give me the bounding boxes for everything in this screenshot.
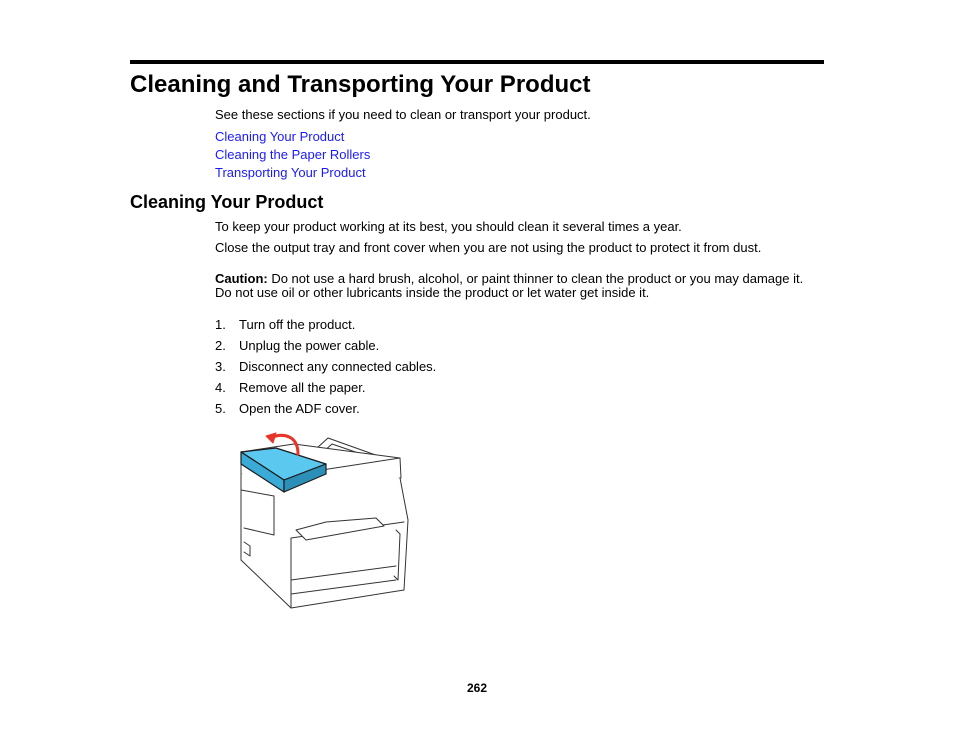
caution-label: Caution:: [215, 271, 268, 286]
link-item: [215, 164, 370, 182]
caution-note: [215, 272, 815, 300]
step-text: Open the ADF cover.: [239, 401, 360, 416]
step-number: 2.: [215, 338, 226, 353]
step-item: [215, 401, 436, 422]
step-text: Turn off the product.: [239, 317, 356, 332]
step-item: [215, 317, 436, 338]
section-links: [215, 128, 370, 182]
caution-text: Do not use a hard brush, alcohol, or paint thinner to clean the product or you may damage it. Do not use oil or other lubricants inside the product or let water get inside it.: [215, 271, 804, 300]
step-number: 5.: [215, 401, 226, 416]
link-item: [215, 146, 370, 164]
step-number: 4.: [215, 380, 226, 395]
link-item: [215, 128, 370, 146]
link-cleaning-paper-rollers[interactable]: Cleaning the Paper Rollers: [215, 147, 371, 162]
paragraph-close-tray: Close the output tray and front cover when you are not using the product to protect it from dust.: [215, 240, 762, 255]
step-text: Disconnect any connected cables.: [239, 359, 437, 374]
intro-text: See these sections if you need to clean or transport your product.: [215, 107, 591, 122]
link-cleaning-your-product[interactable]: Cleaning Your Product: [215, 129, 345, 144]
step-number: 3.: [215, 359, 226, 374]
title-rule: [130, 60, 824, 64]
paragraph-clean-frequency: To keep your product working at its best, you should clean it several times a year.: [215, 219, 682, 234]
step-item: [215, 338, 436, 359]
section-heading: Cleaning Your Product: [130, 192, 324, 212]
link-transporting-your-product[interactable]: Transporting Your Product: [215, 165, 366, 180]
printer-adf-illustration: [236, 430, 414, 610]
step-text: Remove all the paper.: [239, 380, 366, 395]
page-title: Cleaning and Transporting Your Product: [130, 71, 591, 98]
step-item: [215, 359, 436, 380]
step-text: Unplug the power cable.: [239, 338, 380, 353]
steps-list: [215, 317, 436, 422]
step-item: [215, 380, 436, 401]
page-number: 262: [466, 681, 488, 695]
step-number: 1.: [215, 317, 226, 332]
